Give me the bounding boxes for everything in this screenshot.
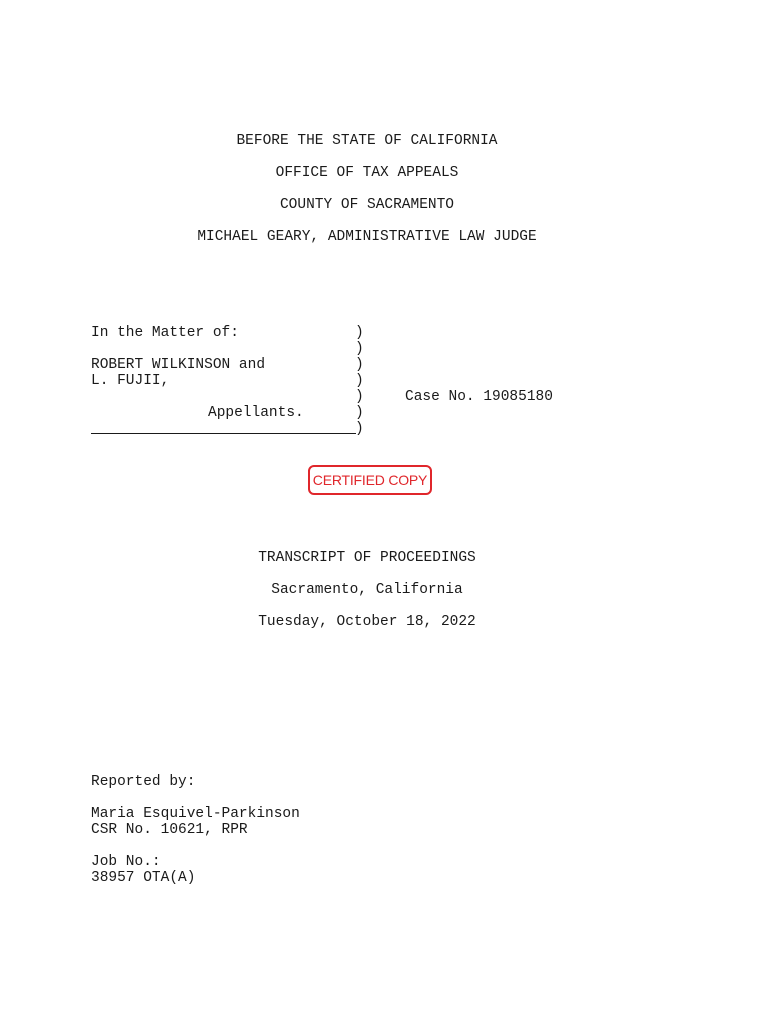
caption-paren: )	[355, 373, 364, 389]
transcript-date: Tuesday, October 18, 2022	[258, 614, 476, 630]
caption-paren: )	[355, 389, 364, 405]
job-number: 38957 OTA(A)	[91, 870, 196, 886]
caption-paren: )	[355, 405, 364, 421]
caption-party-1: ROBERT WILKINSON and	[91, 357, 266, 373]
caption-paren: )	[355, 421, 364, 437]
caption-role: Appellants.	[208, 405, 304, 421]
header-judge: MICHAEL GEARY, ADMINISTRATIVE LAW JUDGE	[197, 229, 537, 245]
caption-paren: )	[355, 325, 364, 341]
header-county: COUNTY OF SACRAMENTO	[279, 197, 455, 213]
case-number: Case No. 19085180	[405, 389, 553, 405]
caption-matter: In the Matter of:	[91, 325, 239, 341]
reporter-label: Reported by:	[91, 774, 196, 790]
transcript-location: Sacramento, California	[271, 582, 463, 598]
caption-paren: )	[355, 357, 364, 373]
job-label: Job No.:	[91, 854, 161, 870]
certified-copy-stamp: CERTIFIED COPY	[308, 465, 432, 495]
transcript-title: TRANSCRIPT OF PROCEEDINGS	[258, 550, 476, 566]
reporter-csr: CSR No. 10621, RPR	[91, 822, 248, 838]
caption-paren: )	[355, 341, 364, 357]
header-office: OFFICE OF TAX APPEALS	[275, 165, 459, 181]
caption-party-2: L. FUJII,	[91, 373, 170, 389]
reporter-name: Maria Esquivel-Parkinson	[91, 806, 300, 822]
caption-underline	[91, 433, 356, 434]
header-court: BEFORE THE STATE OF CALIFORNIA	[236, 133, 498, 149]
